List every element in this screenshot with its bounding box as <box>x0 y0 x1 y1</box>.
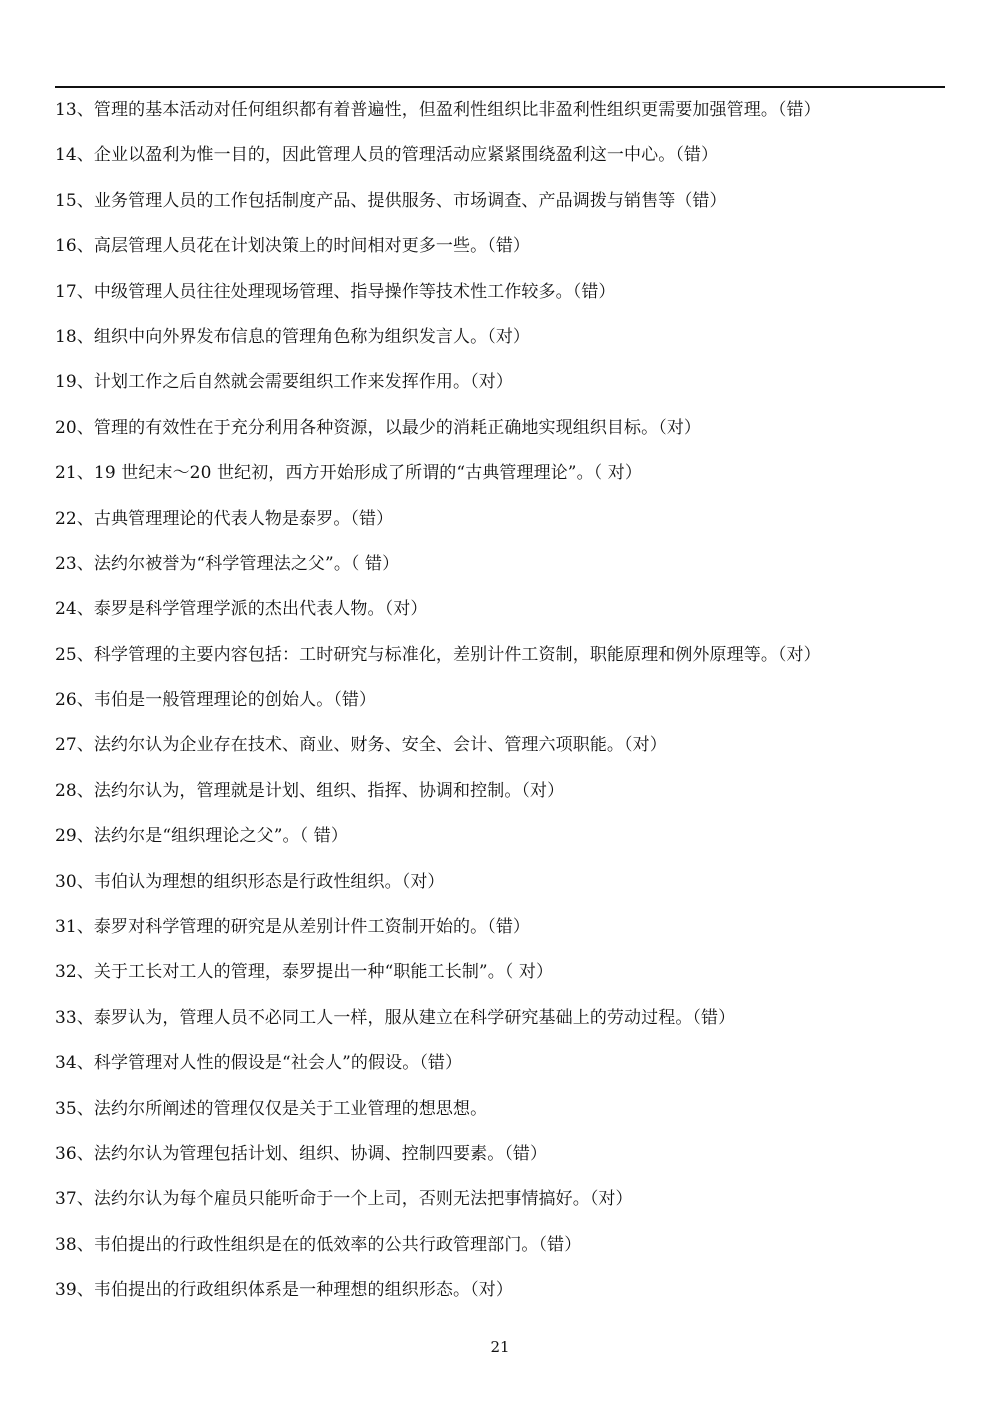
statement-24: 24、泰罗是科学管理学派的杰出代表人物。（对） <box>55 599 428 620</box>
statement-34: 34、科学管理对人性的假设是“社会人”的假设。（错） <box>55 1053 463 1074</box>
statement-17: 17、中级管理人员往往处理现场管理、指导操作等技术性工作较多。（错） <box>55 281 616 302</box>
statement-26: 26、韦伯是一般管理理论的创始人。（错） <box>55 690 377 711</box>
statement-15: 15、业务管理人员的工作包括制度产品、提供服务、市场调查、产品调拨与销售等（错） <box>55 190 727 211</box>
statement-30: 30、韦伯认为理想的组织形态是行政性组织。（对） <box>55 871 445 892</box>
statement-18: 18、组织中向外界发布信息的管理角色称为组织发言人。（对） <box>55 326 531 347</box>
statement-22: 22、古典管理理论的代表人物是泰罗。（错） <box>55 508 394 529</box>
statement-20: 20、管理的有效性在于充分利用各种资源，以最少的消耗正确地实现组织目标。（对） <box>55 417 702 438</box>
statement-13: 13、管理的基本活动对任何组织都有着普遍性，但盈利性组织比非盈利性组织更需要加强管理。（错） <box>55 100 821 120</box>
statement-21: 21、19 世纪末～20 世纪初，西方开始形成了所谓的“古典管理理论”。（ 对） <box>55 463 642 484</box>
statement-33: 33、泰罗认为，管理人员不必同工人一样，服从建立在科学研究基础上的劳动过程。（错） <box>55 1007 736 1028</box>
statement-28: 28、法约尔认为，管理就是计划、组织、指挥、协调和控制。（对） <box>55 780 565 801</box>
statement-19: 19、计划工作之后自然就会需要组织工作来发挥作用。（对） <box>55 372 513 393</box>
statement-16: 16、高层管理人员花在计划决策上的时间相对更多一些。（错） <box>55 236 531 257</box>
page-number: 21 <box>490 1338 510 1356</box>
statement-39: 39、韦伯提出的行政组织体系是一种理想的组织形态。（对） <box>55 1280 513 1301</box>
statement-35: 35、法约尔所阐述的管理仅仅是关于工业管理的想思想。 <box>55 1098 488 1119</box>
statement-37: 37、法约尔认为每个雇员只能听命于一个上司，否则无法把事情搞好。（对） <box>55 1189 633 1210</box>
statement-32: 32、关于工长对工人的管理，泰罗提出一种“职能工长制”。（ 对） <box>55 962 554 983</box>
statement-31: 31、泰罗对科学管理的研究是从差别计件工资制开始的。（错） <box>55 917 531 938</box>
statement-27: 27、法约尔认为企业存在技术、商业、财务、安全、会计、管理六项职能。（对） <box>55 735 667 756</box>
statement-29: 29、法约尔是“组织理论之父”。（ 错） <box>55 826 348 847</box>
statement-25: 25、科学管理的主要内容包括：工时研究与标准化，差别计件工资制，职能原理和例外原理等。（对） <box>55 644 821 665</box>
statement-list <box>55 95 955 1321</box>
statement-38: 38、韦伯提出的行政性组织是在的低效率的公共行政管理部门。（错） <box>55 1234 582 1255</box>
statement-14: 14、企业以盈利为惟一目的，因此管理人员的管理活动应紧紧围绕盈利这一中心。（错） <box>55 145 719 166</box>
header-rule <box>55 86 945 88</box>
statement-36: 36、法约尔认为管理包括计划、组织、协调、控制四要素。（错） <box>55 1143 548 1164</box>
statement-23: 23、法约尔被誉为“科学管理法之父”。（ 错） <box>55 553 400 574</box>
